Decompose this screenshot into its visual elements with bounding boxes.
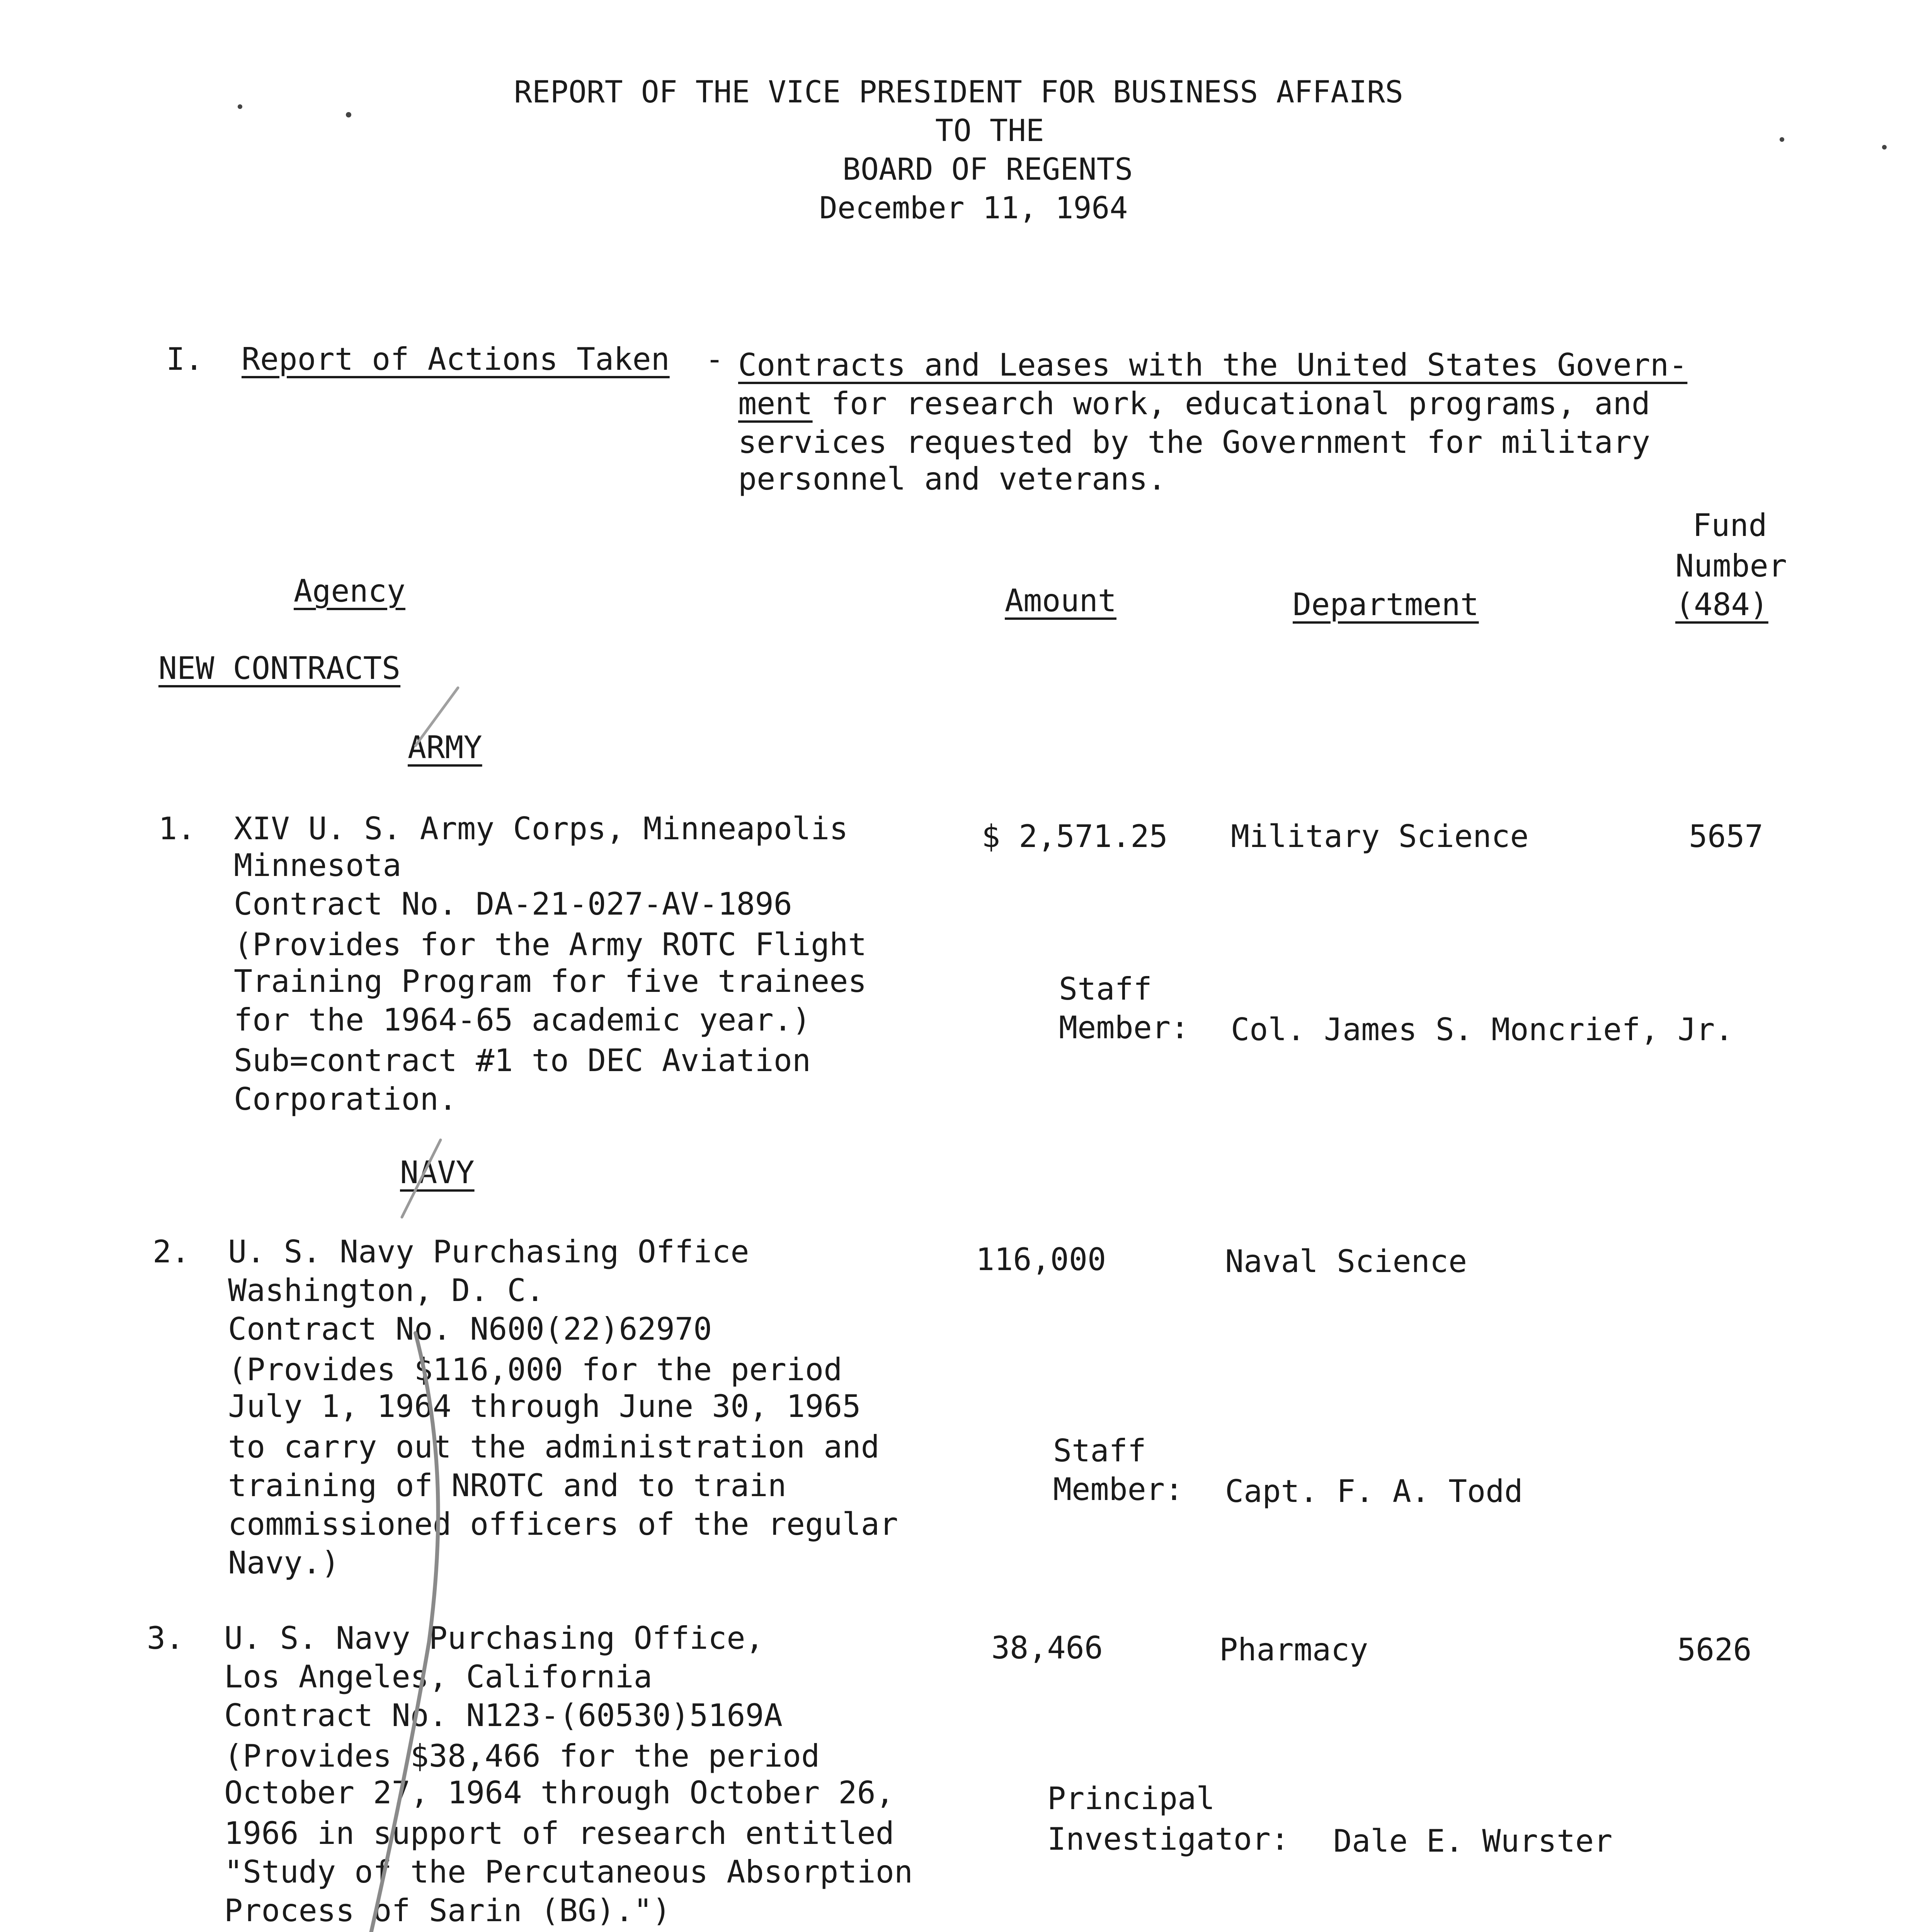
column-header-agency: Agency	[294, 573, 405, 609]
entry-2-line-7: training of NROTC and to train	[228, 1468, 786, 1503]
entry-2-amount: 116,000	[976, 1242, 1106, 1277]
entry-2-line-1: U. S. Navy Purchasing Office	[228, 1234, 749, 1270]
entry-3-line-8: Process of Sarin (BG).")	[224, 1893, 671, 1929]
entry-2-line-4: (Provides $116,000 for the period	[228, 1352, 842, 1388]
entry-3-amount: 38,466	[991, 1630, 1103, 1666]
entry-2-role-line2: Member:	[1053, 1471, 1184, 1507]
entry-3-line-5: October 27, 1964 through October 26,	[224, 1775, 894, 1811]
entry-2-line-8: commissioned officers of the regular	[228, 1506, 898, 1542]
entry-1-line-7: Sub=contract #1 to DEC Aviation	[234, 1043, 811, 1078]
entry-3-line-2: Los Angeles, California	[224, 1659, 652, 1695]
entry-3-line-3: Contract No. N123-(60530)5169A	[224, 1697, 783, 1733]
entry-2-line-3: Contract No. N600(22)62970	[228, 1311, 712, 1347]
section-description-line3: services requested by the Government for military	[738, 424, 1651, 460]
entry-1-line-5: Training Program for five trainees	[234, 963, 867, 999]
entry-1-role-line1: Staff	[1059, 971, 1152, 1007]
entry-1-line-3: Contract No. DA-21-027-AV-1896	[234, 886, 792, 922]
entry-3-fund-number: 5626	[1677, 1632, 1752, 1668]
section-description-line2-rest: for research work, educational programs, and	[812, 386, 1651, 422]
section-number: I.	[166, 341, 204, 377]
entry-1-line-1: XIV U. S. Army Corps, Minneapolis	[234, 811, 848, 847]
group-heading-army: ARMY	[408, 730, 482, 765]
entry-2-line-5: July 1, 1964 through June 30, 1965	[228, 1388, 861, 1424]
entry-3-line-7: "Study of the Percutaneous Absorption	[224, 1854, 913, 1890]
entry-1-fund-number: 5657	[1689, 818, 1763, 854]
group-heading-navy: NAVY	[400, 1155, 475, 1190]
scan-speck	[346, 112, 351, 117]
entry-3-role-line1: Principal	[1047, 1781, 1215, 1816]
entry-3-person: Dale E. Wurster	[1333, 1823, 1613, 1859]
entry-3-role-line2: Investigator:	[1047, 1821, 1290, 1857]
entry-3-line-1: U. S. Navy Purchasing Office,	[224, 1620, 764, 1656]
scan-speck	[1882, 145, 1887, 150]
entry-3-department: Pharmacy	[1219, 1632, 1368, 1668]
report-title: REPORT OF THE VICE PRESIDENT FOR BUSINESS AFFAIRS	[514, 75, 1404, 110]
entry-2-line-2: Washington, D. C.	[228, 1272, 545, 1308]
entry-1-role-line2: Member:	[1059, 1010, 1190, 1046]
entry-2-person: Capt. F. A. Todd	[1225, 1473, 1523, 1509]
scan-speck	[1780, 137, 1784, 142]
entry-2-department: Naval Science	[1225, 1243, 1467, 1279]
entry-2-role-line1: Staff	[1053, 1433, 1146, 1469]
entry-2-line-9: Navy.)	[228, 1545, 340, 1581]
section-description-underlined-word: ment	[738, 386, 813, 422]
section-description-line2	[738, 386, 1651, 422]
section-title: Report of Actions Taken	[242, 341, 670, 377]
entry-1-line-4: (Provides for the Army ROTC Flight	[234, 927, 867, 963]
section-description-line4: personnel and veterans.	[738, 461, 1166, 497]
column-header-fund-line1: Fund	[1693, 507, 1767, 543]
entry-1-amount: $ 2,571.25	[982, 818, 1168, 854]
entry-3-number: 3.	[147, 1620, 184, 1656]
column-header-amount: Amount	[1005, 583, 1116, 619]
section-dash: -	[705, 341, 724, 377]
entry-1-line-8: Corporation.	[234, 1081, 457, 1117]
column-header-department: Department	[1293, 587, 1479, 622]
entry-1-department: Military Science	[1231, 818, 1529, 854]
section-description-line1: Contracts and Leases with the United States Govern-	[738, 347, 1688, 383]
entry-3-line-4: (Provides $38,466 for the period	[224, 1738, 820, 1774]
entry-1-number: 1.	[158, 811, 196, 847]
entry-3-line-6: 1966 in support of research entitled	[224, 1815, 894, 1851]
entry-1-person: Col. James S. Moncrief, Jr.	[1231, 1012, 1734, 1048]
new-contracts-heading: NEW CONTRACTS	[158, 650, 401, 686]
report-title-to: TO THE	[935, 114, 1044, 148]
column-header-fund-line3: (484)	[1675, 587, 1768, 622]
report-title-board: BOARD OF REGENTS	[842, 152, 1133, 187]
entry-2-number: 2.	[153, 1234, 190, 1270]
report-date: December 11, 1964	[819, 191, 1128, 226]
scan-speck	[238, 104, 242, 109]
entry-1-line-2: Minnesota	[234, 847, 402, 883]
entry-2-line-6: to carry out the administration and	[228, 1429, 880, 1465]
entry-1-line-6: for the 1964-65 academic year.)	[234, 1002, 811, 1038]
column-header-fund-line2: Number	[1675, 548, 1787, 584]
